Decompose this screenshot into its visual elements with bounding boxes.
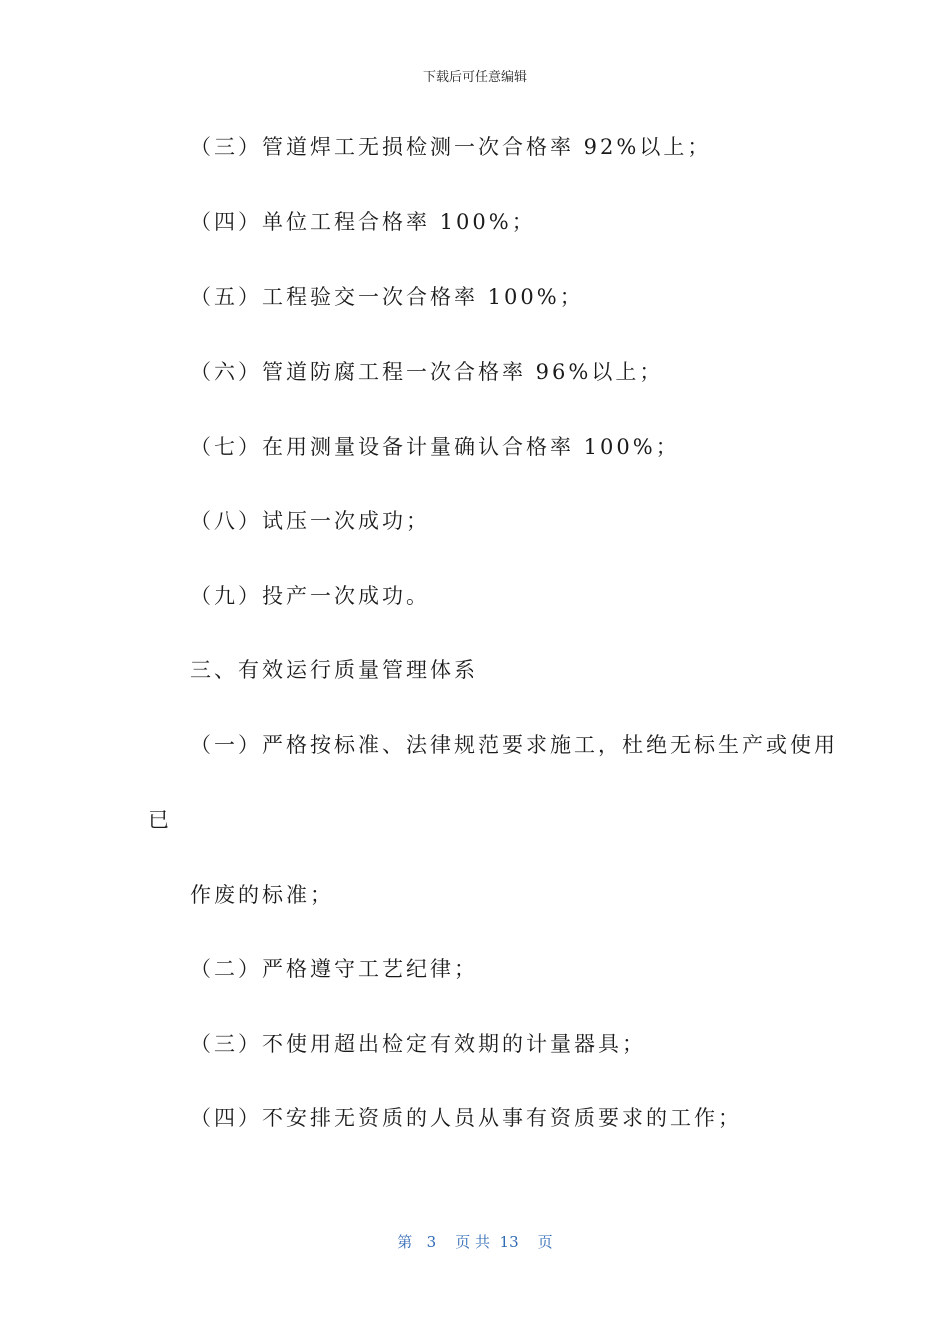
page-header-note: 下载后可任意编辑: [422, 70, 527, 85]
body-line: （四）单位工程合格率 100%；: [190, 210, 536, 234]
body-line: （五）工程验交一次合格率 100%；: [190, 285, 584, 309]
body-line: （八）试压一次成功；: [190, 509, 430, 533]
body-line: 作废的标准；: [190, 883, 334, 907]
body-line: （六）管道防腐工程一次合格率 96%以上；: [190, 360, 664, 384]
body-line: （七）在用测量设备计量确认合格率 100%；: [190, 435, 680, 459]
body-line: （四）不安排无资质的人员从事有资质要求的工作；: [190, 1106, 742, 1130]
body-line-wrap: 已: [148, 808, 172, 832]
page-number-footer: 第 3 页 共 13 页: [397, 1233, 553, 1251]
body-line: （三）不使用超出检定有效期的计量器具；: [190, 1032, 646, 1056]
body-line: （九）投产一次成功。: [190, 584, 430, 608]
body-line: （一）严格按标准、法律规范要求施工，杜绝无标生产或使用: [190, 733, 838, 757]
section-heading: 三、有效运行质量管理体系: [190, 658, 478, 682]
body-line: （三）管道焊工无损检测一次合格率 92%以上；: [190, 135, 712, 159]
body-line: （二）严格遵守工艺纪律；: [190, 957, 478, 981]
